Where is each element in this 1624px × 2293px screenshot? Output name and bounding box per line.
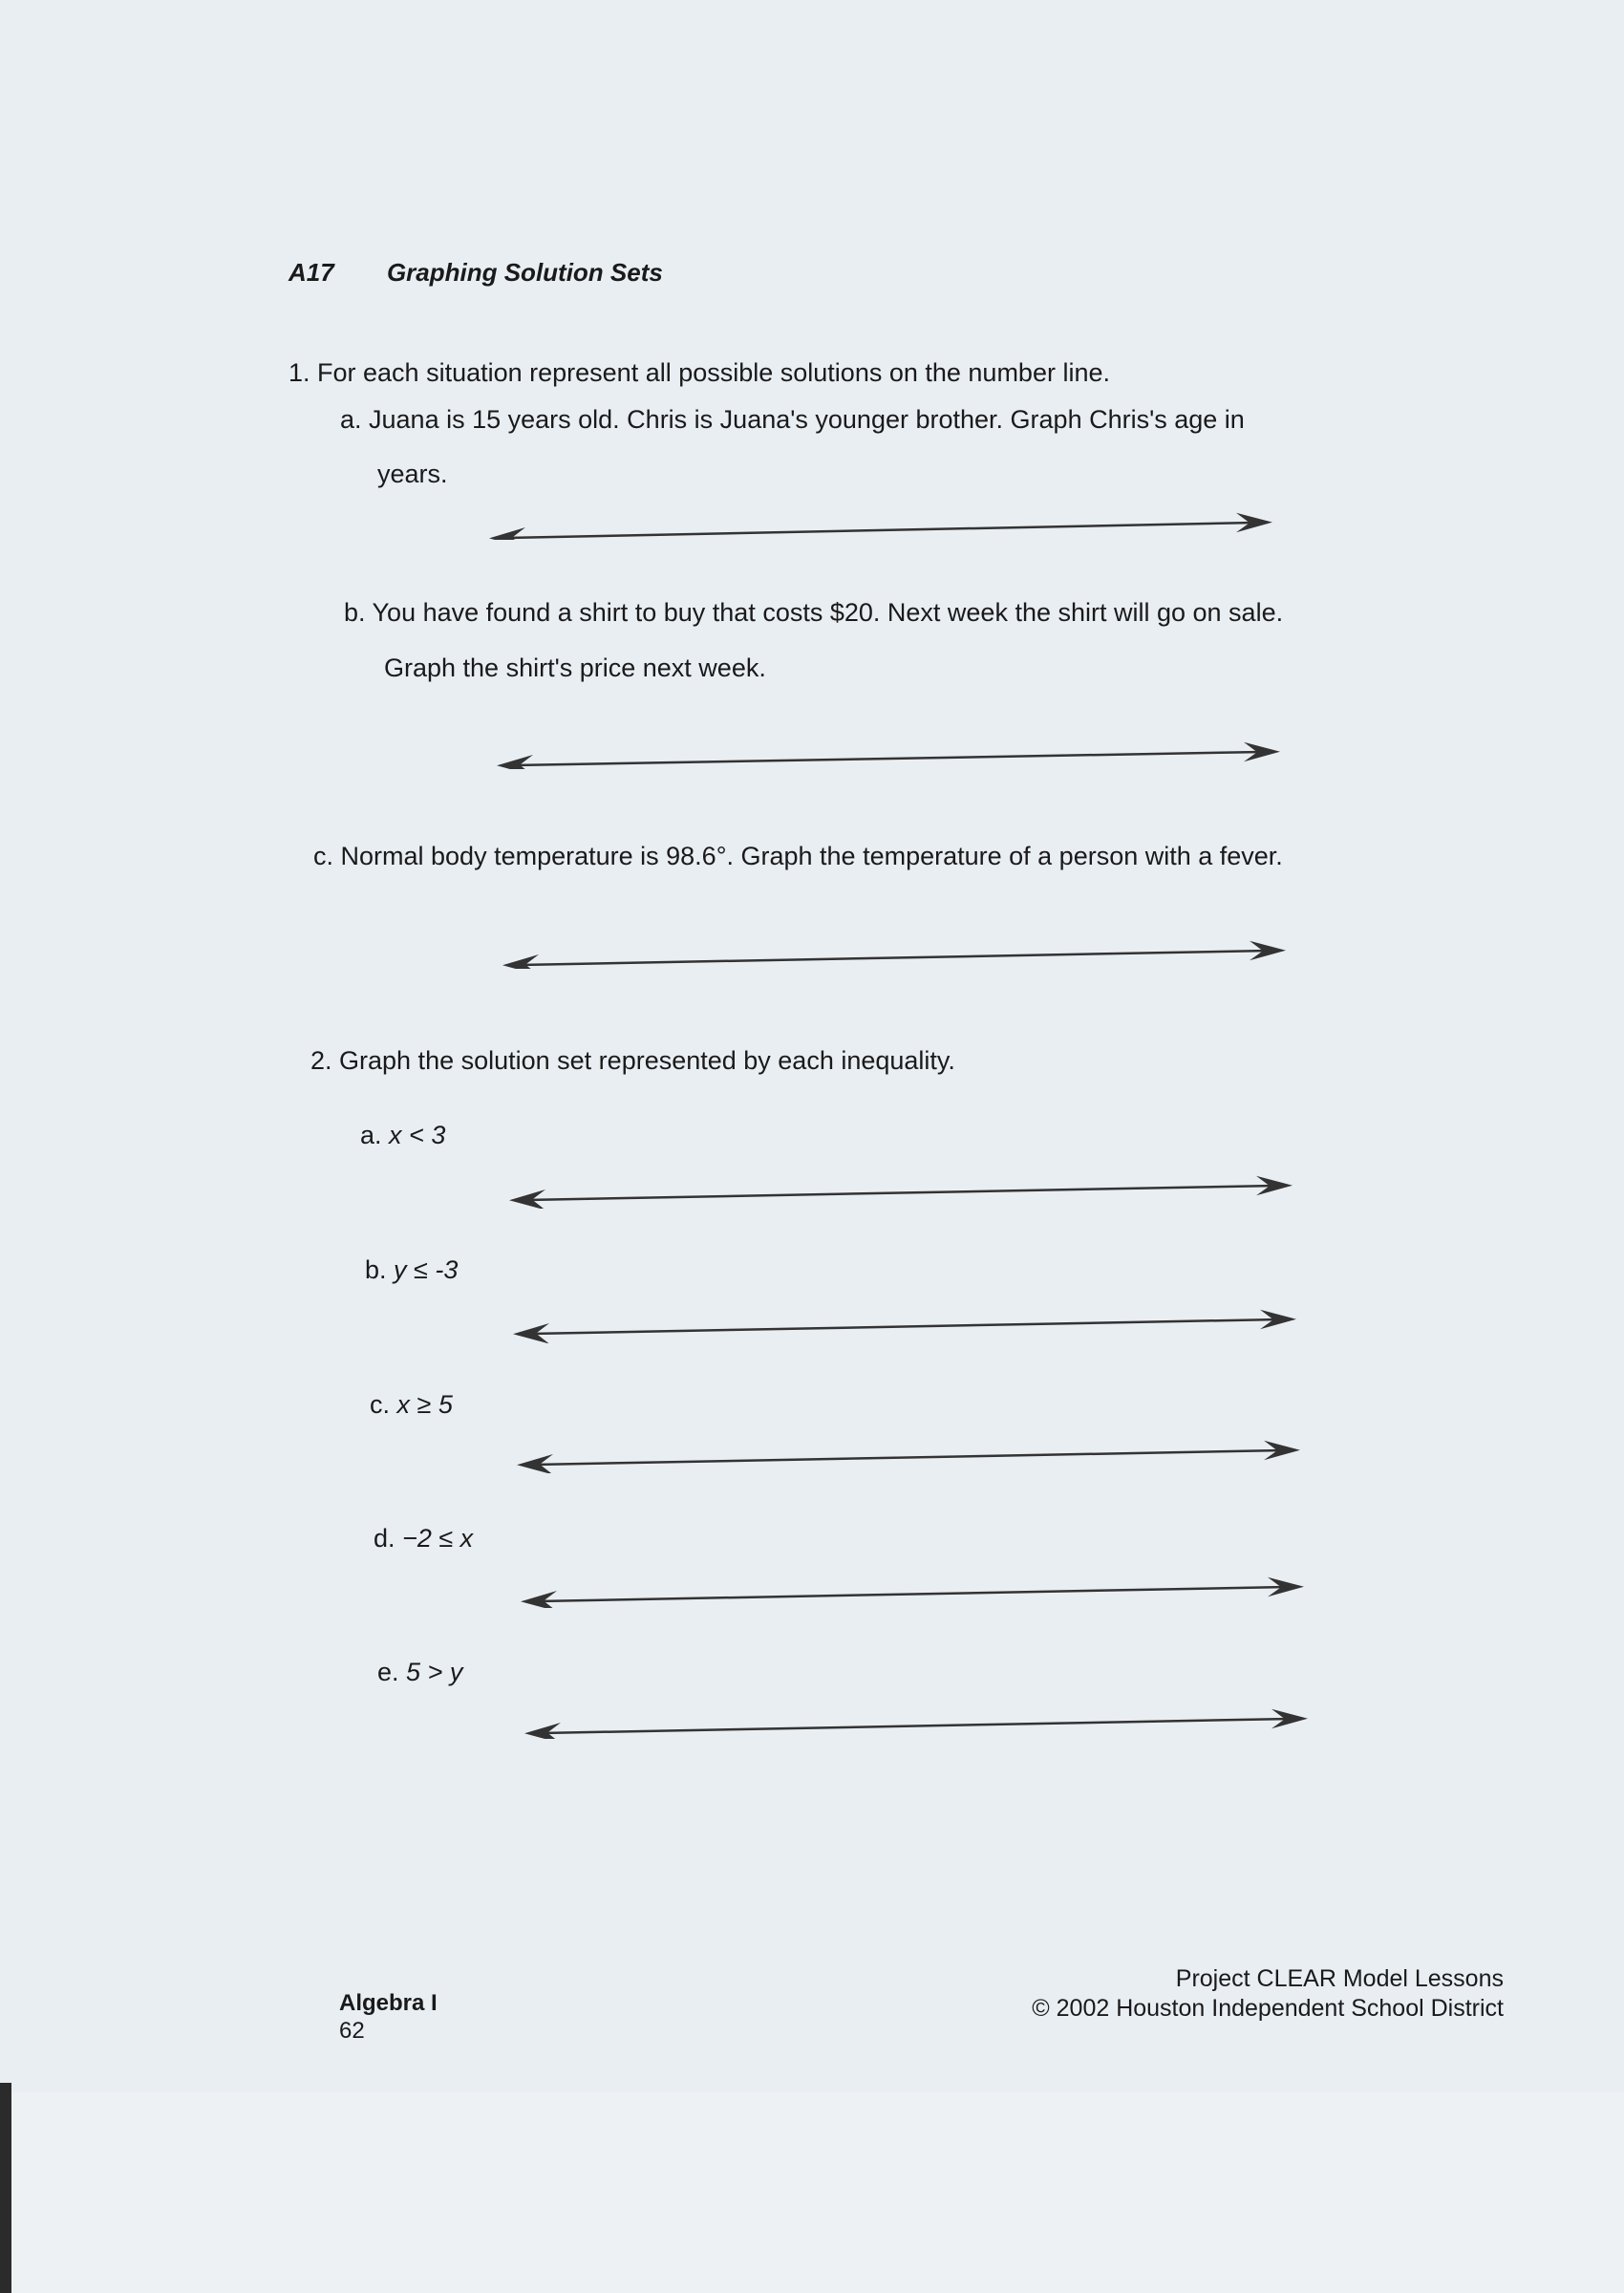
number-line-2c[interactable] xyxy=(517,1435,1300,1473)
question-1a-text-line2: years. xyxy=(377,460,448,488)
inequality-2a xyxy=(360,1120,445,1152)
scan-edge-shadow xyxy=(0,2083,11,2293)
page-number: 62 xyxy=(339,2017,365,2044)
footer-publisher-info xyxy=(1032,1964,1504,2025)
number-line-1a[interactable] xyxy=(489,502,1272,540)
lesson-title: Graphing Solution Sets xyxy=(386,258,663,287)
question-1b-text-line1: b. You have found a shirt to buy that costs $20. Next week the shirt will go on sale. xyxy=(344,598,1284,627)
inequality-2d xyxy=(374,1523,473,1555)
scan-bottom-strip xyxy=(0,2092,1624,2293)
footer-course-info xyxy=(339,1990,438,2046)
inequality-2c xyxy=(370,1389,453,1422)
inequality-2e-expression: 5 > y xyxy=(406,1658,463,1686)
inequality-2c-label: c. xyxy=(370,1390,391,1419)
question-1a-text-line1: a. Juana is 15 years old. Chris is Juana's younger brother. Graph Chris's age in xyxy=(340,405,1245,434)
question-2-prompt: 2. Graph the solution set represented by each inequality. xyxy=(310,1046,955,1075)
inequality-2a-label: a. xyxy=(360,1121,382,1149)
inequality-2a-expression: x < 3 xyxy=(389,1121,446,1149)
number-line-2e[interactable] xyxy=(524,1701,1308,1739)
number-line-2d[interactable] xyxy=(521,1570,1304,1608)
number-line-2a[interactable] xyxy=(509,1170,1293,1209)
worksheet-header xyxy=(288,258,663,288)
question-1-prompt: 1. For each situation represent all possible solutions on the number line. xyxy=(288,358,1110,387)
inequality-2e-label: e. xyxy=(377,1658,399,1686)
number-line-1b[interactable] xyxy=(497,731,1280,769)
inequality-2b xyxy=(365,1254,458,1287)
inequality-2b-expression: y ≤ -3 xyxy=(394,1255,459,1284)
copyright-notice: © 2002 Houston Independent School District xyxy=(1032,1995,1504,2023)
course-name: Algebra I xyxy=(339,1990,438,2016)
project-name: Project CLEAR Model Lessons xyxy=(1175,1965,1504,1992)
number-line-2b[interactable] xyxy=(513,1305,1296,1343)
inequality-2c-expression: x ≥ 5 xyxy=(396,1390,453,1419)
inequality-2e xyxy=(377,1657,462,1689)
inequality-2d-expression: −2 ≤ x xyxy=(402,1524,474,1553)
inequality-2d-label: d. xyxy=(374,1524,395,1553)
lesson-code: A17 xyxy=(288,258,334,287)
inequality-2b-label: b. xyxy=(365,1255,387,1284)
question-1c-text: c. Normal body temperature is 98.6°. Graph the temperature of a person with a fever. xyxy=(313,842,1283,870)
number-line-1c[interactable] xyxy=(502,931,1286,969)
question-1b-text-line2: Graph the shirt's price next week. xyxy=(384,654,766,682)
